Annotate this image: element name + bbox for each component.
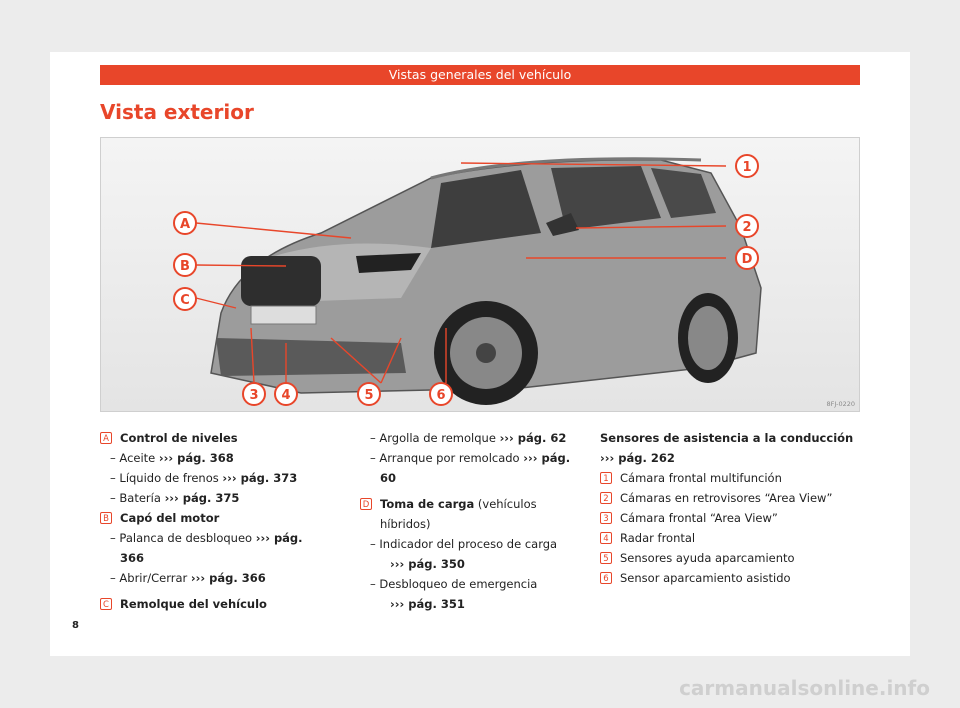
callout-c (174, 288, 196, 310)
callout-d (736, 247, 758, 269)
svg-text:D: D (741, 252, 753, 267)
page-number: 8 (72, 620, 79, 631)
svg-text:6: 6 (436, 388, 446, 403)
sensor-item-label: Sensores ayuda aparcamiento (620, 551, 795, 565)
callout-1 (736, 155, 758, 177)
callout-b (174, 254, 196, 276)
figure-code: 8FJ-0220 (826, 400, 855, 408)
legend-entry-a (100, 428, 330, 448)
legend-column-3 (600, 428, 860, 588)
list-item: – Arranque por remolcado ››› pág. 60 (370, 451, 571, 485)
callout-3 (243, 383, 265, 405)
list-item (600, 508, 860, 528)
callout-a (174, 212, 196, 234)
sensor-item-label: Cámara frontal multifunción (620, 471, 782, 485)
sensor-item-label: Radar frontal (620, 531, 696, 545)
sensors-heading: Sensores de asistencia a la conducción (600, 431, 854, 445)
callout-5 (358, 383, 380, 405)
label-c-badge: C (100, 598, 112, 610)
sensor-item-label: Cámara frontal “Area View” (620, 511, 778, 525)
page-ref-link[interactable]: ››› pág. 375 (164, 491, 240, 505)
legend-entry-b (100, 508, 330, 528)
list-item (600, 488, 860, 508)
label-b-badge: B (100, 512, 112, 524)
number-badge: 2 (600, 492, 612, 504)
vehicle-exterior-figure (100, 137, 860, 412)
page-ref-link[interactable]: ››› pág. 351 (390, 597, 465, 611)
list-item (600, 568, 860, 588)
number-badge: 1 (600, 472, 612, 484)
list-item (600, 468, 860, 488)
list-item: – Aceite ››› pág. 368 (110, 451, 234, 465)
hood-title: Capó del motor (120, 511, 220, 525)
number-badge: 3 (600, 512, 612, 524)
page-ref-link[interactable]: ››› pág. 366 (190, 571, 266, 585)
page-ref-link[interactable]: ››› pág. 368 (158, 451, 234, 465)
page-ref-link[interactable]: ››› pág. 373 (222, 471, 298, 485)
watermark: carmanualsonline.info (679, 676, 930, 700)
svg-text:A: A (179, 217, 191, 232)
list-item: – Abrir/Cerrar ››› pág. 366 (110, 571, 266, 585)
svg-text:4: 4 (281, 388, 291, 403)
svg-text:1: 1 (742, 160, 752, 175)
label-d-badge: D (360, 498, 372, 510)
section-header: Vistas generales del vehículo (100, 65, 860, 85)
list-item (600, 548, 860, 568)
svg-text:5: 5 (364, 388, 374, 403)
list-item: – Indicador del proceso de carga (370, 537, 558, 551)
list-item: – Batería ››› pág. 375 (110, 491, 240, 505)
page-ref-link[interactable]: ››› pág. 366 (120, 531, 303, 565)
page-ref-link[interactable]: ››› pág. 60 (380, 451, 571, 485)
list-item: – Palanca de desbloqueo ››› pág. 366 (110, 531, 303, 565)
list-item (600, 528, 860, 548)
callout-6 (430, 383, 452, 405)
legend-column-2 (360, 428, 590, 614)
sensor-item-label: Cámaras en retrovisores “Area View” (620, 491, 833, 505)
page-ref-link[interactable]: ››› pág. 350 (390, 557, 465, 571)
page-title: Vista exterior (100, 100, 254, 124)
svg-text:3: 3 (249, 388, 259, 403)
number-badge: 6 (600, 572, 612, 584)
sensor-item-label: Sensor aparcamiento asistido (620, 571, 791, 585)
list-item: – Desbloqueo de emergencia (370, 577, 538, 591)
level-control-title: Control de niveles (120, 431, 238, 445)
label-a-badge: A (100, 432, 112, 444)
legend-entry-c (100, 594, 330, 614)
list-item: – Argolla de remolque ››› pág. 62 (370, 431, 567, 445)
callout-4 (275, 383, 297, 405)
legend-entry-d (360, 494, 590, 534)
number-badge: 5 (600, 552, 612, 564)
callout-2 (736, 215, 758, 237)
page-ref-link[interactable]: ››› pág. 62 (499, 431, 567, 445)
towing-title: Remolque del vehículo (120, 597, 267, 611)
car-illustration (101, 138, 860, 412)
grille (241, 256, 321, 306)
list-item-ref (360, 594, 590, 614)
svg-text:C: C (180, 293, 190, 308)
svg-text:2: 2 (742, 220, 752, 235)
hybrid-note: (vehículos híbridos) (380, 497, 537, 531)
charging-socket-title: Toma de carga (380, 497, 475, 511)
list-item: – Líquido de frenos ››› pág. 373 (110, 471, 298, 485)
page-ref-link[interactable]: ››› pág. 262 (600, 451, 675, 465)
legend-column-1 (100, 428, 330, 614)
svg-text:B: B (180, 259, 190, 274)
number-badge: 4 (600, 532, 612, 544)
list-item-ref (360, 554, 590, 574)
